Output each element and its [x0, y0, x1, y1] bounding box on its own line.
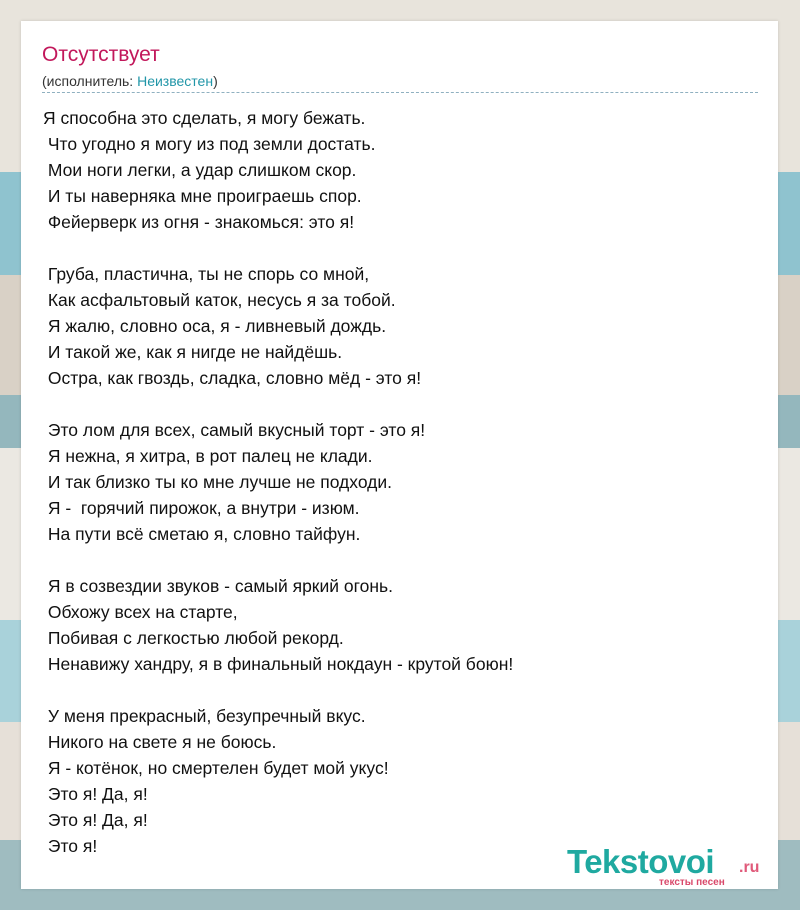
site-logo[interactable]: [567, 843, 777, 887]
song-title: Отсутствует: [42, 43, 160, 66]
lyrics-sheet: [21, 21, 778, 889]
artist-suffix: ): [213, 73, 218, 89]
artist-prefix: (исполнитель:: [42, 73, 138, 89]
lyrics-text: Я способна это сделать, я могу бежать. Что угодно я могу из под земли достать. Мои ноги легки, а удар слишком скор. И ты наверняка мне проиграешь спор. Фейерверк из огня - знакомься: это я! Груба, пластична, ты не спорь со мной, Как асфальтовый каток, несусь я за тобой. Я жалю, словно оса, я - ливневый дождь. И такой же, как я нигде не найдёшь. Остра, как гвоздь, сладка, словно мёд - это я! Это лом для всех, самый вкусный торт - это я! Я нежна, я хитра, в рот палец не клади. И так близко ты ко мне лучше не подходи. Я - горячий пирожок, а внутри - изюм. На пути всё сметаю я, словно тайфун. Я в созвездии звуков - самый яркий огонь. Обхожу всех на старте, Побивая с легкостью любой рекорд. Ненавижу хандру, я в финальный нокдаун - крутой боюн! У меня прекрасный, безупречный вкус. Никого на свете я не боюсь. Я - котёнок, но смертелен будет мой укус! Это я! Да, я! Это я! Да, я! Это я!: [43, 108, 514, 856]
logo-main-text: Tekstovoi: [567, 843, 715, 880]
logo-subtitle: тексты песен: [659, 877, 725, 888]
logo-tld-text: .ru: [739, 859, 760, 876]
artist-link[interactable]: Неизвестен: [137, 73, 214, 89]
artist-line: [42, 73, 218, 89]
title-divider: [42, 92, 758, 93]
